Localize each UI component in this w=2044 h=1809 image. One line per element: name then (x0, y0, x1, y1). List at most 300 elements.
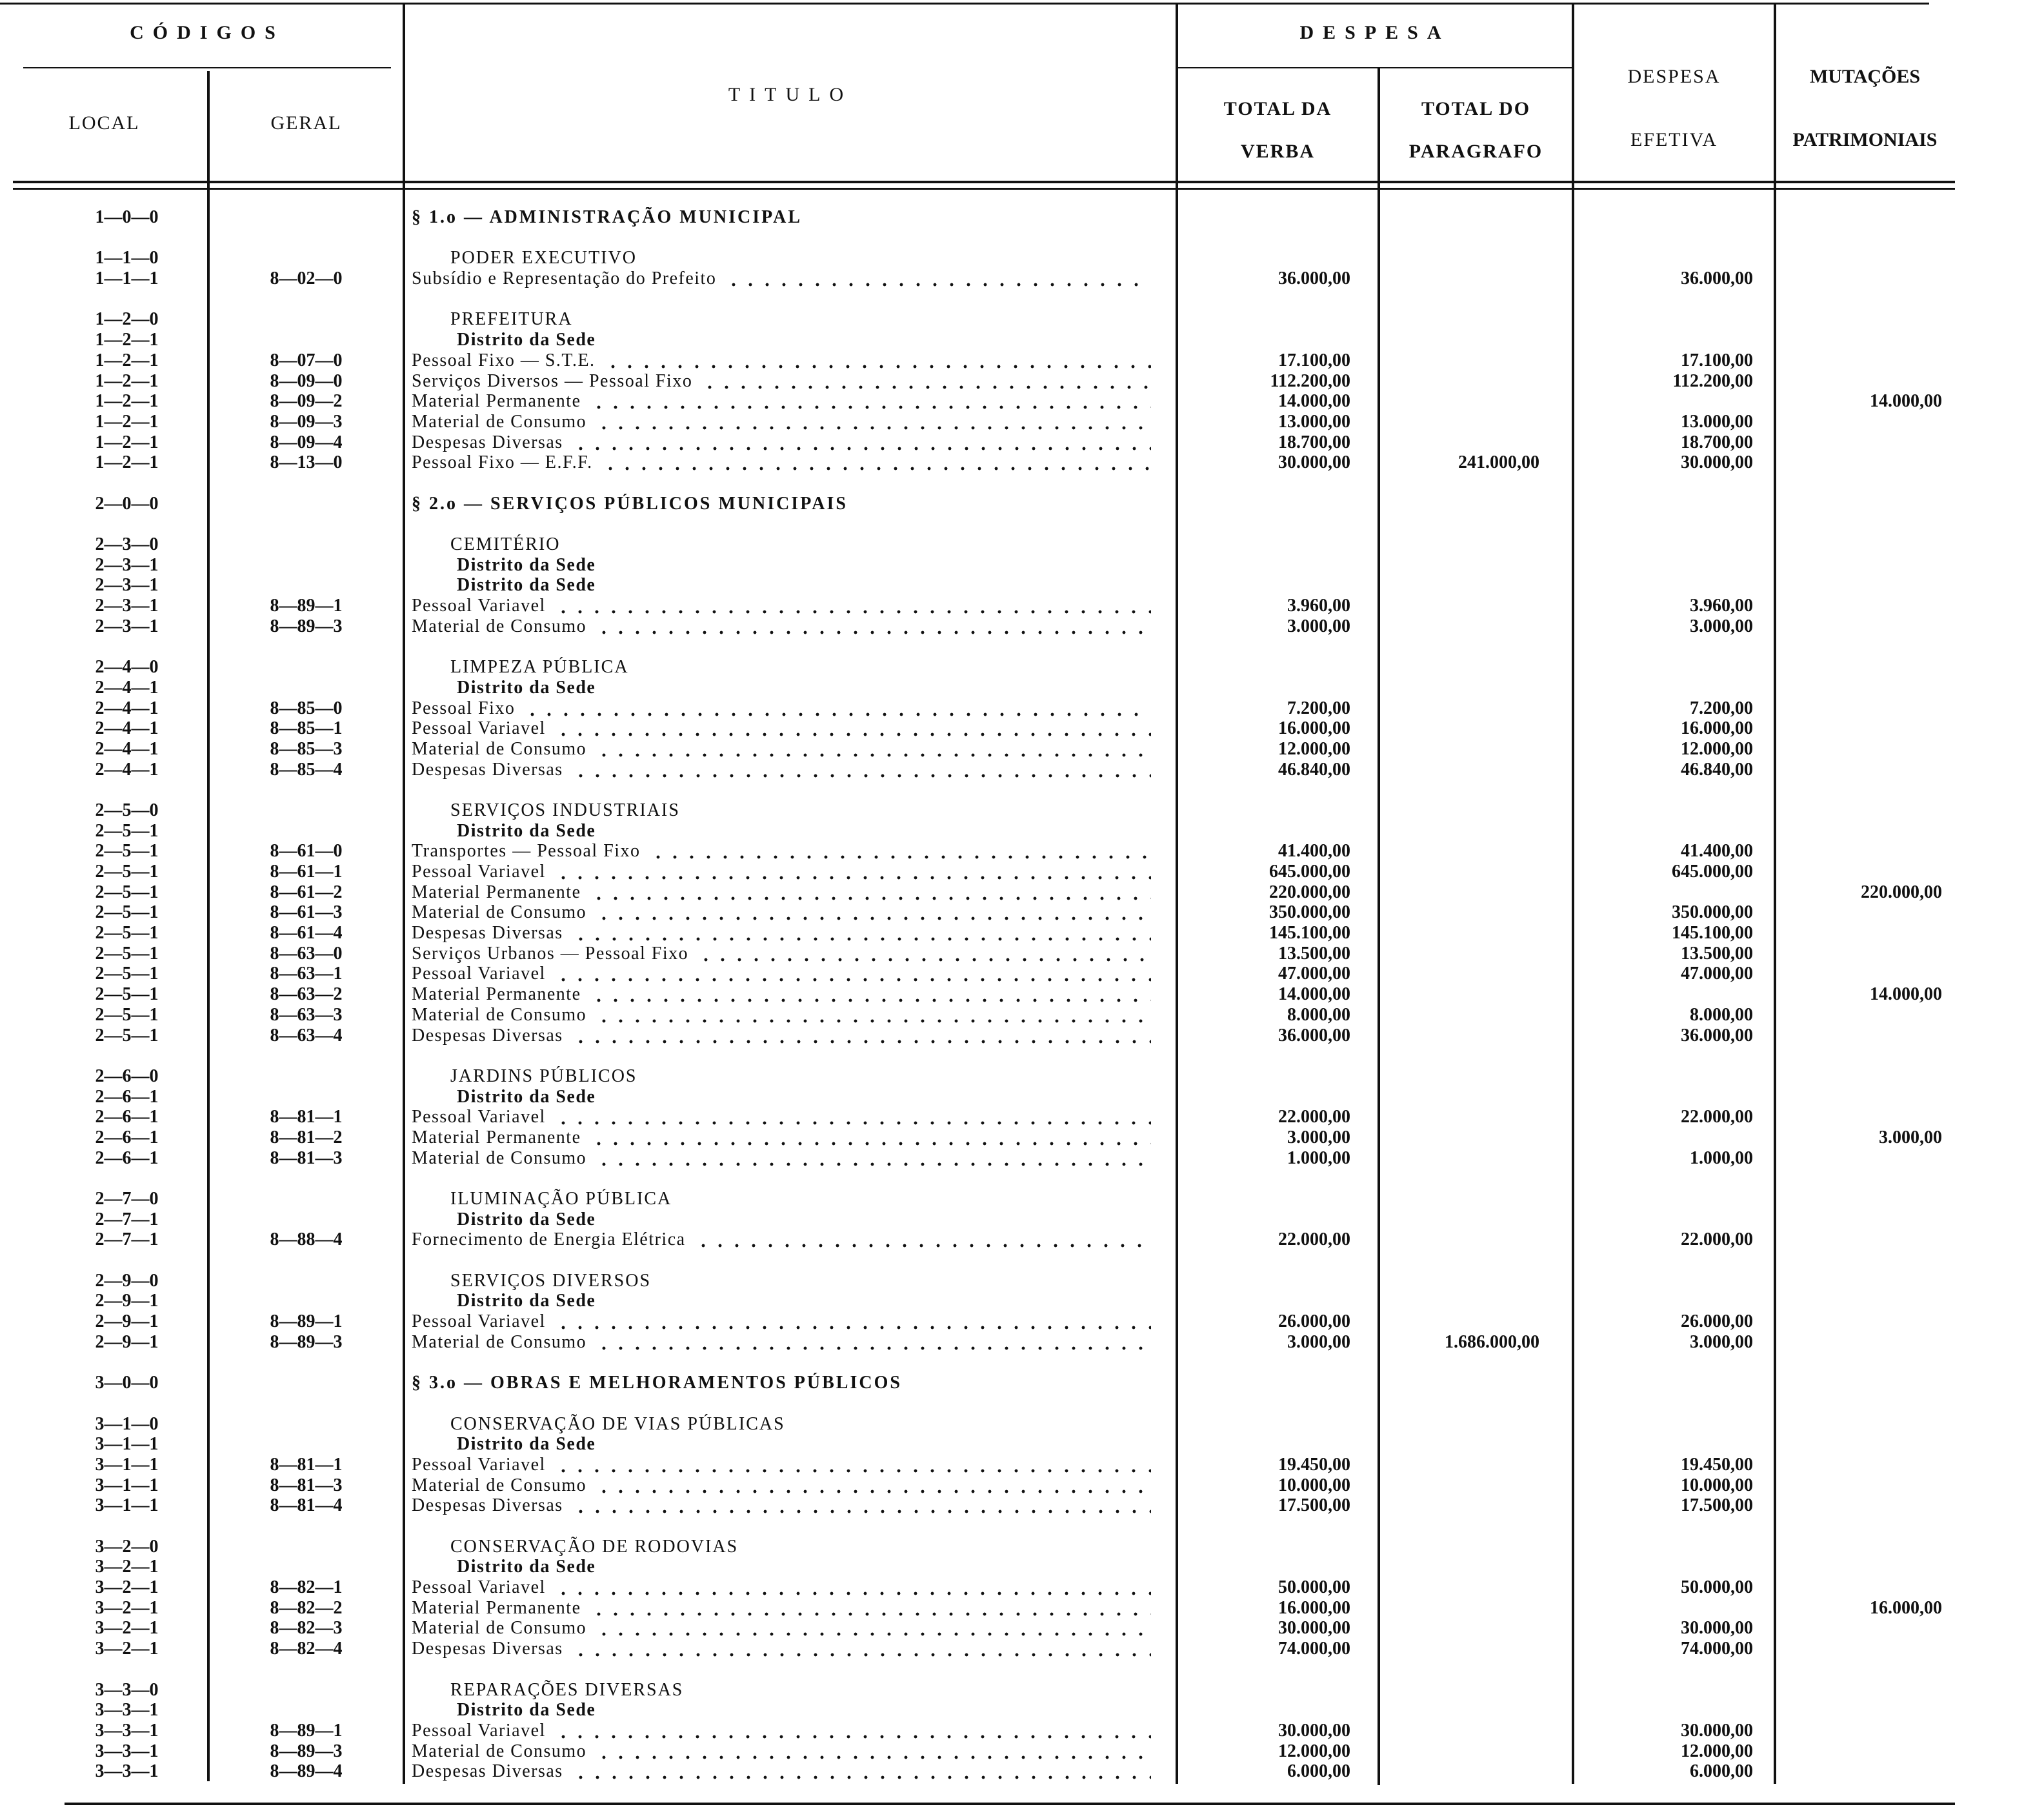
total-paragrafo-cell (1379, 1495, 1573, 1516)
despesa-efetiva-cell (1573, 984, 1775, 1005)
title-text: Despesas Diversas (412, 1761, 563, 1782)
despesa-efetiva-cell: 19.450,00 (1681, 1454, 1753, 1475)
geral-code-cell (208, 1189, 404, 1209)
despesa-efetiva-cell: 145.100,00 (1672, 923, 1753, 944)
local-code-cell: 1—1—0 (95, 248, 159, 268)
table-row (0, 944, 1955, 964)
despesa-efetiva-cell (1573, 1434, 1775, 1455)
header-titulo: TITULO (728, 84, 853, 105)
local-code-cell: 3—0—0 (95, 1373, 159, 1393)
spacer-row (0, 1516, 1955, 1537)
despesa-efetiva-cell (1573, 1209, 1775, 1230)
geral-code-cell (208, 1700, 404, 1721)
mutacoes-patrimoniais-cell (1775, 1700, 1955, 1721)
title-text: REPARAÇÕES DIVERSAS (450, 1679, 684, 1700)
total-paragrafo-cell (1379, 1475, 1573, 1496)
spacer-row (0, 1353, 1955, 1373)
total-verba-cell: 26.000,00 (1278, 1311, 1350, 1332)
geral-code-cell: 8—61—4 (270, 923, 343, 944)
title-text: Material de Consumo (412, 1331, 587, 1352)
sub-row (0, 1700, 1955, 1721)
despesa-efetiva-cell (1573, 330, 1775, 350)
dot-leader (572, 760, 1151, 780)
geral-code-cell (208, 1087, 404, 1107)
title-cell (404, 1639, 1177, 1659)
despesa-efetiva-cell: 3.960,00 (1690, 596, 1753, 616)
total-verba-cell: 18.700,00 (1278, 432, 1350, 452)
local-code-cell: 2—5—1 (95, 1004, 159, 1025)
total-verba-cell (1177, 1271, 1379, 1291)
title-text: Pessoal Variavel (412, 1577, 546, 1598)
title-text: Material de Consumo (412, 1475, 587, 1495)
geral-code-cell (208, 309, 404, 330)
mutacoes-patrimoniais-cell (1775, 350, 1955, 371)
local-code-cell: 1—2—1 (95, 432, 159, 452)
header-total-paragrafo-line2: PARAGRAFO (1408, 141, 1543, 162)
title-cell (404, 1373, 1177, 1393)
despesa-efetiva-cell: 50.000,00 (1681, 1577, 1753, 1598)
dot-leader (555, 718, 1151, 739)
despesa-efetiva-cell (1573, 494, 1775, 514)
title-cell (404, 678, 1177, 698)
dot-leader (596, 412, 1151, 432)
total-verba-cell: 8.000,00 (1287, 1004, 1350, 1025)
local-code-cell: 2—3—1 (95, 596, 159, 616)
geral-code-cell: 8—85—3 (270, 738, 343, 759)
geral-code-cell (208, 248, 404, 268)
local-code-cell: 3—3—1 (95, 1741, 159, 1761)
despesa-efetiva-cell: 6.000,00 (1690, 1761, 1753, 1782)
table-row (0, 1721, 1955, 1741)
local-code-cell: 1—2—1 (95, 391, 159, 412)
total-verba-cell: 6.000,00 (1287, 1761, 1350, 1782)
local-code-cell: 2—4—1 (95, 738, 159, 759)
total-verba-cell (1177, 800, 1379, 821)
dot-leader (596, 1475, 1151, 1496)
geral-code-cell: 8—61—0 (270, 841, 343, 862)
total-paragrafo-cell (1379, 1537, 1573, 1557)
mutacoes-patrimoniais-cell: 220.000,00 (1861, 882, 1942, 902)
title-cell (404, 944, 1177, 964)
title-text: Material de Consumo (412, 1004, 587, 1025)
title-cell (404, 1761, 1177, 1782)
local-code-cell: 2—5—1 (95, 964, 159, 984)
despesa-efetiva-cell: 30.000,00 (1681, 1720, 1753, 1741)
spacer-row (0, 1250, 1955, 1271)
geral-code-cell: 8—63—0 (270, 943, 343, 964)
table-row (0, 1639, 1955, 1659)
geral-code-cell (208, 1537, 404, 1557)
geral-code-cell: 8—82—3 (270, 1618, 343, 1639)
title-text: Distrito da Sede (457, 677, 596, 698)
total-paragrafo-cell (1379, 1741, 1573, 1762)
geral-code-cell: 8—89—4 (270, 1761, 343, 1782)
geral-code-cell: 8—85—1 (270, 718, 343, 739)
title-cell (404, 309, 1177, 330)
title-cell (404, 902, 1177, 923)
total-paragrafo-cell (1379, 412, 1573, 432)
total-paragrafo-cell (1379, 800, 1573, 821)
total-verba-cell (1177, 1087, 1379, 1107)
table-row (0, 412, 1955, 432)
total-paragrafo-cell (1379, 1761, 1573, 1782)
header-rule-1 (13, 181, 1955, 183)
title-text: Pessoal Fixo — E.F.F. (412, 452, 593, 473)
title-text: Distrito da Sede (457, 554, 596, 575)
sub-row (0, 1209, 1955, 1230)
dot-leader (725, 268, 1151, 289)
title-cell (404, 1229, 1177, 1250)
table-row (0, 902, 1955, 923)
geral-code-cell: 8—85—4 (270, 759, 343, 780)
dot-leader (555, 1577, 1151, 1598)
total-verba-cell: 17.500,00 (1278, 1495, 1350, 1516)
title-cell (404, 1455, 1177, 1475)
geral-code-cell: 8—63—1 (270, 964, 343, 984)
total-paragrafo-cell (1379, 494, 1573, 514)
table-row (0, 371, 1955, 392)
total-verba-cell: 3.960,00 (1287, 596, 1350, 616)
despesa-efetiva-cell (1573, 1087, 1775, 1107)
total-paragrafo-cell (1379, 1189, 1573, 1209)
title-text: PODER EXECUTIVO (450, 248, 637, 268)
despesa-efetiva-cell: 1.000,00 (1690, 1147, 1753, 1168)
title-cell (404, 268, 1177, 289)
total-paragrafo-cell (1379, 330, 1573, 350)
geral-code-cell: 8—82—2 (270, 1597, 343, 1618)
title-text: Distrito da Sede (457, 1086, 596, 1107)
geral-code-cell: 8—02—0 (270, 268, 343, 289)
total-verba-cell (1177, 1680, 1379, 1701)
total-paragrafo-cell (1379, 1229, 1573, 1250)
total-paragrafo-cell (1379, 1700, 1573, 1721)
table-row (0, 862, 1955, 882)
heading-row (0, 309, 1955, 330)
geral-code-cell (208, 207, 404, 228)
total-verba-cell (1177, 555, 1379, 576)
total-verba-cell: 16.000,00 (1278, 1597, 1350, 1618)
sub-row (0, 1291, 1955, 1311)
title-cell (404, 1434, 1177, 1455)
despesa-efetiva-cell (1573, 1066, 1775, 1087)
total-verba-cell: 46.840,00 (1278, 759, 1350, 780)
total-verba-cell: 41.400,00 (1278, 841, 1350, 862)
despesa-efetiva-cell (1573, 1680, 1775, 1701)
table-row (0, 350, 1955, 371)
table-row (0, 1332, 1955, 1353)
geral-code-cell (208, 534, 404, 555)
title-cell (404, 739, 1177, 760)
total-verba-cell (1177, 575, 1379, 596)
despesa-efetiva-cell: 22.000,00 (1681, 1229, 1753, 1250)
geral-code-cell (208, 1414, 404, 1435)
heading-row (0, 1271, 1955, 1291)
title-cell (404, 1005, 1177, 1026)
geral-code-cell: 8—81—4 (270, 1495, 343, 1516)
title-text: Subsídio e Representação do Prefeito (412, 268, 717, 289)
mutacoes-patrimoniais-cell (1775, 1475, 1955, 1496)
mutacoes-patrimoniais-cell (1775, 1026, 1955, 1046)
total-paragrafo-cell (1379, 1148, 1573, 1169)
local-code-cell: 2—3—1 (95, 554, 159, 575)
total-verba-cell (1177, 657, 1379, 678)
total-verba-cell (1177, 1537, 1379, 1557)
local-code-cell: 3—2—0 (95, 1536, 159, 1557)
mutacoes-patrimoniais-cell (1775, 1189, 1955, 1209)
geral-code-cell: 8—61—1 (270, 862, 343, 882)
local-code-cell: 2—4—1 (95, 718, 159, 739)
despesa-efetiva-cell: 47.000,00 (1681, 964, 1753, 984)
local-code-cell: 1—2—1 (95, 411, 159, 432)
mutacoes-patrimoniais-cell (1775, 330, 1955, 350)
total-paragrafo-cell (1379, 1005, 1573, 1026)
total-verba-cell (1177, 1209, 1379, 1230)
total-verba-cell: 30.000,00 (1278, 1720, 1350, 1741)
local-code-cell: 2—5—1 (95, 1025, 159, 1046)
geral-code-cell: 8—63—4 (270, 1025, 343, 1046)
local-code-cell: 1—2—1 (95, 350, 159, 370)
dot-leader (524, 698, 1151, 719)
dot-leader (590, 1127, 1151, 1148)
total-paragrafo-cell (1379, 1209, 1573, 1230)
local-code-cell: 2—5—1 (95, 862, 159, 882)
dot-leader (555, 596, 1151, 616)
geral-code-cell: 8—81—2 (270, 1127, 343, 1147)
title-cell (404, 1557, 1177, 1577)
mutacoes-patrimoniais-cell (1775, 862, 1955, 882)
dot-leader (572, 432, 1151, 453)
header-efetiva-line1: DESPESA (1627, 66, 1721, 87)
despesa-efetiva-cell: 350.000,00 (1672, 902, 1753, 923)
total-paragrafo-cell (1379, 1598, 1573, 1619)
table-row (0, 1107, 1955, 1127)
title-cell (404, 760, 1177, 780)
heading-row (0, 1066, 1955, 1087)
title-cell (404, 371, 1177, 392)
table-row (0, 391, 1955, 412)
total-paragrafo-cell (1379, 596, 1573, 616)
section-row (0, 1373, 1955, 1393)
total-paragrafo-cell: 1.686.000,00 (1445, 1331, 1539, 1352)
heading-row (0, 1537, 1955, 1557)
geral-code-cell: 8—07—0 (270, 350, 343, 370)
sub-row (0, 821, 1955, 842)
header-despesa-efetiva (1573, 45, 1775, 172)
total-paragrafo-cell (1379, 657, 1573, 678)
mutacoes-patrimoniais-cell (1775, 494, 1955, 514)
local-code-cell: 1—2—0 (95, 309, 159, 330)
dot-leader (596, 1618, 1151, 1639)
despesa-efetiva-cell: 13.000,00 (1681, 411, 1753, 432)
geral-code-cell: 8—09—0 (270, 370, 343, 391)
title-text: Pessoal Variavel (412, 596, 546, 616)
header-total-verba-line2: VERBA (1240, 141, 1315, 162)
mutacoes-patrimoniais-cell (1775, 1311, 1955, 1332)
title-text: SERVIÇOS DIVERSOS (450, 1270, 652, 1291)
despesa-efetiva-cell: 74.000,00 (1681, 1639, 1753, 1659)
total-paragrafo-cell (1379, 944, 1573, 964)
total-paragrafo-cell (1379, 1271, 1573, 1291)
despesa-efetiva-cell: 12.000,00 (1681, 738, 1753, 759)
geral-code-cell (208, 678, 404, 698)
title-text: CEMITÉRIO (450, 534, 561, 554)
title-text: § 3.o — OBRAS E MELHORAMENTOS PÚBLICOS (412, 1373, 902, 1393)
total-paragrafo-cell (1379, 432, 1573, 453)
title-cell (404, 841, 1177, 862)
total-verba-cell: 14.000,00 (1278, 391, 1350, 412)
geral-code-cell: 8—85—0 (270, 698, 343, 718)
title-text: Serviços Diversos — Pessoal Fixo (412, 370, 693, 391)
heading-row (0, 800, 1955, 821)
total-paragrafo-cell (1379, 841, 1573, 862)
sub-row (0, 575, 1955, 596)
despesa-efetiva-cell (1573, 575, 1775, 596)
local-code-cell: 2—5—1 (95, 820, 159, 841)
local-code-cell: 2—6—1 (95, 1147, 159, 1168)
total-verba-cell (1177, 330, 1379, 350)
total-paragrafo-cell (1379, 698, 1573, 719)
geral-code-cell (208, 1680, 404, 1701)
total-paragrafo-cell (1379, 575, 1573, 596)
mutacoes-patrimoniais-cell (1775, 1209, 1955, 1230)
dot-leader (650, 841, 1151, 862)
table-row (0, 432, 1955, 453)
total-verba-cell: 1.000,00 (1287, 1147, 1350, 1168)
local-code-cell: 2—6—1 (95, 1127, 159, 1147)
title-cell (404, 330, 1177, 350)
mutacoes-patrimoniais-cell (1775, 1455, 1955, 1475)
table-row (0, 1618, 1955, 1639)
total-verba-cell: 3.000,00 (1287, 1127, 1350, 1147)
local-code-cell: 2—3—0 (95, 534, 159, 554)
local-code-cell: 3—1—1 (95, 1434, 159, 1455)
title-text: Despesas Diversas (412, 759, 563, 780)
mutacoes-patrimoniais-cell (1775, 1229, 1955, 1250)
mutacoes-patrimoniais-cell (1775, 1639, 1955, 1659)
despesa-efetiva-cell (1573, 882, 1775, 903)
mutacoes-patrimoniais-cell (1775, 821, 1955, 842)
header-total-paragrafo (1379, 88, 1573, 173)
despesa-efetiva-cell (1573, 534, 1775, 555)
total-verba-cell (1177, 678, 1379, 698)
geral-code-cell: 8—89—1 (270, 596, 343, 616)
despesa-rule (1178, 67, 1573, 68)
dot-leader (596, 1741, 1151, 1762)
table-row (0, 268, 1955, 289)
local-code-cell: 2—5—1 (95, 841, 159, 862)
title-cell (404, 862, 1177, 882)
title-text: Material de Consumo (412, 1618, 587, 1639)
title-cell (404, 494, 1177, 514)
title-cell (404, 1107, 1177, 1127)
total-verba-cell: 645.000,00 (1269, 862, 1350, 882)
geral-code-cell: 8—81—3 (270, 1147, 343, 1168)
header-total-verba (1177, 88, 1379, 173)
mutacoes-patrimoniais-cell (1775, 923, 1955, 944)
title-text: Despesas Diversas (412, 1495, 563, 1516)
title-text: Material Permanente (412, 1597, 581, 1618)
geral-code-cell: 8—81—3 (270, 1475, 343, 1495)
total-paragrafo-cell (1379, 248, 1573, 268)
table-row (0, 1761, 1955, 1782)
title-text: Material de Consumo (412, 616, 587, 636)
total-paragrafo-cell (1379, 1026, 1573, 1046)
local-code-cell: 3—2—1 (95, 1639, 159, 1659)
geral-code-cell: 8—09—4 (270, 432, 343, 452)
title-text: CONSERVAÇÃO DE RODOVIAS (450, 1536, 739, 1557)
geral-code-cell: 8—61—3 (270, 902, 343, 923)
geral-code-cell (208, 1434, 404, 1455)
title-cell (404, 1148, 1177, 1169)
dot-leader (572, 1761, 1151, 1782)
geral-code-cell (208, 800, 404, 821)
sub-row (0, 330, 1955, 350)
table-row (0, 596, 1955, 616)
codigos-rule (23, 67, 391, 68)
total-paragrafo-cell (1379, 1127, 1573, 1148)
total-paragrafo-cell (1379, 1107, 1573, 1127)
title-cell (404, 432, 1177, 453)
total-paragrafo-cell (1379, 1639, 1573, 1659)
budget-table-body (0, 207, 1955, 1782)
total-verba-cell (1177, 1414, 1379, 1435)
despesa-efetiva-cell (1573, 821, 1775, 842)
title-text: § 1.o — ADMINISTRAÇÃO MUNICIPAL (412, 207, 803, 227)
header-codigos: CÓDIGOS (130, 22, 285, 43)
table-row (0, 1311, 1955, 1332)
spacer-row (0, 636, 1955, 657)
despesa-efetiva-cell (1573, 391, 1775, 412)
local-code-cell: 2—9—1 (95, 1331, 159, 1352)
title-cell (404, 1598, 1177, 1619)
title-text: Distrito da Sede (457, 1557, 596, 1577)
title-text: Distrito da Sede (457, 820, 596, 841)
despesa-efetiva-cell (1573, 248, 1775, 268)
heading-row (0, 657, 1955, 678)
dot-leader (596, 1332, 1151, 1353)
total-verba-cell (1177, 207, 1379, 228)
total-paragrafo-cell (1379, 555, 1573, 576)
total-verba-cell (1177, 1434, 1379, 1455)
geral-code-cell: 8—89—1 (270, 1311, 343, 1332)
despesa-efetiva-cell: 7.200,00 (1690, 698, 1753, 718)
geral-code-cell: 8—09—3 (270, 411, 343, 432)
despesa-efetiva-cell: 10.000,00 (1681, 1475, 1753, 1495)
title-text: Distrito da Sede (457, 330, 596, 350)
mutacoes-patrimoniais-cell (1775, 1373, 1955, 1393)
mutacoes-patrimoniais-cell (1775, 1005, 1955, 1026)
table-row (0, 1598, 1955, 1619)
header-mutacoes-line2: PATRIMONIAIS (1792, 129, 1938, 150)
title-cell (404, 1026, 1177, 1046)
despesa-efetiva-cell: 12.000,00 (1681, 1741, 1753, 1761)
local-code-cell: 2—4—1 (95, 759, 159, 780)
dot-leader (555, 862, 1151, 882)
despesa-efetiva-cell (1573, 1598, 1775, 1619)
sub-row (0, 1557, 1955, 1577)
dot-leader (596, 1005, 1151, 1026)
total-verba-cell (1177, 821, 1379, 842)
sub-row (0, 1087, 1955, 1107)
despesa-efetiva-cell (1573, 657, 1775, 678)
total-verba-cell: 22.000,00 (1278, 1229, 1350, 1250)
sub-row (0, 1434, 1955, 1455)
despesa-efetiva-cell: 645.000,00 (1672, 862, 1753, 882)
local-code-cell: 3—1—1 (95, 1454, 159, 1475)
total-verba-cell: 16.000,00 (1278, 718, 1350, 739)
dot-leader (555, 1311, 1151, 1332)
title-cell (404, 800, 1177, 821)
